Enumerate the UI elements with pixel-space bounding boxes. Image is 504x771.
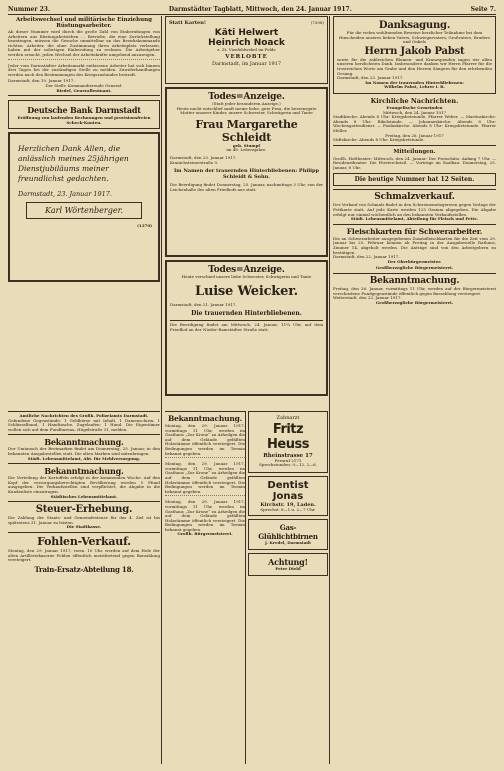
thanks-text: Für die vielen wohltuenden Beweise herzlicher Teilnahme bei dem Hinscheiden unseres lieben Vaters, Schwiegervaters, Großvaters, Bruders und Onkels xyxy=(338,30,491,45)
lower-column-1 xyxy=(8,411,160,764)
deceased-name: Luise Weicker. xyxy=(195,283,298,299)
gas-ad xyxy=(248,519,328,550)
page-number: Seite 7. xyxy=(470,6,496,13)
announcement-text: Freitag, den 26. Januar, vormittags 11 Uhr, werden auf der Bürgermeisterei verschiedene Fundgegenstände öffentlich gegen Barzahlung versteigert. xyxy=(333,286,496,296)
engagement-card xyxy=(165,16,328,84)
auction-text: Montag, den 29. Januar 1917, vormittags 11 Uhr, werden im Gasthaus „Zur Krone“ zu Arheilgen die auf dem Gelände gefällten Holzstämme öffentlich versteigert. Die Bedingungen werden im Termin bekannt gegeben. xyxy=(165,423,245,456)
attention-ad xyxy=(248,553,328,576)
notice-address: Kranichsteinerstraße 9. xyxy=(170,159,219,165)
lard-title: Schmalzverkauf. xyxy=(374,192,455,203)
announcement-sign-2: Städtisches Lebensmittelamt. xyxy=(50,493,118,499)
thanks-sign: Im Namen der trauernden Hinterbliebenen: xyxy=(365,79,464,85)
jubilee-date: Darmstadt, 23. Januar 1917. xyxy=(18,190,112,199)
gas-ad-company: J. Kredel, Darmstadt xyxy=(265,540,311,546)
notice-subtitle: (Statt jeder besonderen Anzeige.) xyxy=(212,101,281,106)
auction-text-repeat: Montag, den 29. Januar 1917, vormittags 11 Uhr, werden im Gasthaus „Zur Krone“ zu Arheilgen die auf dem Gelände gefällten Holzstämme öffentlich versteigert. Die Bedingungen werden im Termin bekannt gegeben. xyxy=(165,461,245,494)
auction-text-repeat-2: Montag, den 29. Januar 1917, vormittags 11 Uhr, werden im Gasthaus „Zur Krone“ zu Arheilgen die auf dem Gelände gefällten Holzstämme öffentlich versteigert. Die Bedingungen werden im Termin bekannt gegeben. xyxy=(165,499,245,532)
lard-sign: Städt. Lebensmittelamt, Abteilung für Fleisch und Fette. xyxy=(350,216,479,222)
dentist-jonas-name: Dentist Jonas xyxy=(267,479,309,502)
auction-sign: Großh. Bürgermeisterei. xyxy=(177,531,233,537)
lower-column-2 xyxy=(165,411,245,764)
tax-sign: Die Stadtkasse. xyxy=(66,524,102,530)
police-text: Gefundene Gegenstände: 1 Geldbörse mit Inhalt, 1 Damenschirm, 1 Schlüsselbund, 1 Handtasche. Zugelaufen: 1 Hund. Die Eigentümer wollen sich auf dem Fundbureau, Hügelstraße 31, melden. xyxy=(8,417,160,432)
column-divider xyxy=(161,16,162,764)
column-divider xyxy=(329,16,330,764)
tax-text: Die Zahlung der Staats- und Gemeindesteuer für das 4. Ziel ist bis spätestens 31. Januar zu leisten. xyxy=(8,515,160,525)
dentist-label: Zahnarzt xyxy=(276,415,300,421)
notices-title: Mitteilungen. xyxy=(393,148,436,155)
jubilee-name: Karl Wörtenberger. xyxy=(44,206,124,216)
bride-name: Käti Helwert xyxy=(214,28,279,38)
church-text-2: Stiftskirche: Abends 8 Uhr: Kriegsbetstunde. xyxy=(333,137,425,143)
column-1 xyxy=(8,16,160,409)
engaged-word: VERLOBTE xyxy=(225,53,268,60)
meat-sign: Der Oberbürgermeister. xyxy=(387,258,442,264)
issue-number: Nummer 23. xyxy=(8,6,51,13)
announcement-title: Bekanntmachung. xyxy=(44,437,124,448)
lard-text: Der Verkauf von Schmalz findet in den Schweinemetzgereien gegen Vorlage der Fettkarte statt. Auf jede Karte werden 125 Gramm abgegeben. Die Abgabe erfolgt nur einmal wöchentlich an den bekannten Verkaufsstellen. xyxy=(333,202,496,217)
foal-sale-title: Fohlen-Verkauf. xyxy=(37,534,131,548)
dentist-hours: Sprechstunden: 9—12, 2—6. xyxy=(259,462,317,468)
meat-place: Darmstadt, den 22. Januar 1917. xyxy=(333,254,400,260)
attention-name: Peter Diehl xyxy=(275,565,301,571)
notice-text: Heute nacht entschlief sanft meine liebe, gute Frau, die herzensgute Mutter unserer Kinder, unsere Schwester, Schwägerin und Tante xyxy=(176,105,317,116)
thanks-place: Darmstadt, den 23. Januar 1917. xyxy=(337,75,404,81)
announcement-place: Weiterstadt, den 22. Januar 1917. xyxy=(333,295,402,301)
church-date: Mittwoch, den 24. Januar 1917 xyxy=(382,109,447,115)
notice-title: Todes=Anzeige. xyxy=(208,265,285,275)
page-header xyxy=(8,4,496,15)
announcement-title-2: Bekanntmachung. xyxy=(44,466,124,477)
dentist-name: Fritz Heuss xyxy=(267,421,309,452)
mourners: Die trauernden Hinterbliebenen. xyxy=(191,310,302,318)
announcement-sign: Großherzogliche Bürgermeisterei. xyxy=(375,299,454,305)
deceased-maiden-name: geb. Stumpf xyxy=(232,142,261,148)
foal-sale-sign: Train-Ersatz-Abteilung 18. xyxy=(34,564,134,574)
page-count-text: Die heutige Nummer hat 12 Seiten. xyxy=(354,176,475,184)
funeral-info: Die Beerdigung findet am Mittwoch, 24. Januar, 11¼ Uhr, auf dem Friedhof an der Nieder-Ramstädter Straße statt. xyxy=(170,322,323,332)
church-text: Stadtkirche: Abends 8 Uhr: Kriegsbetstunde. Pfarrer Weber. — Martinskirche: Abends 8 Uhr: Bibelstunde. — Johanneskirche: Abends 8 Uhr: Wochengottesdienst. — Pauluskirche: Abends 8 Uhr: Kriegsbetstunde. Pfarrer Müller. xyxy=(333,114,496,133)
attention-title: Achtung! xyxy=(268,556,308,567)
auction-title: Bekanntmachung. xyxy=(167,414,243,423)
announcement-text-2: Die Verteilung der Kartoffeln erfolgt in der kommenden Woche. Auf den Kopf der versorgungsberechtigten Bevölkerung werden 5 Pfund ausgegeben. Die Verkaufsstellen sind verpflichtet, die Abgabe in die Kundenliste einzutragen. xyxy=(8,475,160,494)
thanks-title: Danksagung. xyxy=(378,20,451,31)
card-date: Darmstadt, im Januar 1917 xyxy=(211,60,282,67)
church-date-2: Freitag, den 26. Januar 1917 xyxy=(385,132,444,138)
mayor-office: Großherzogliche Bürgermeisterei. xyxy=(375,265,454,271)
signature-box xyxy=(26,202,142,219)
dentist-phone: Fernruf 2171 xyxy=(274,457,302,463)
groom-rank: z. Zt. Vizefeldwebel im Felde xyxy=(217,47,276,52)
announcement-text: Der Umtausch der Brotmarken findet am Donnerstag, 25. Januar, in den bekannten Ausgabestellen statt. Die alten Marken sind mitzubringen. xyxy=(8,446,160,456)
thanks-sign-name: Wilhelm Pabst, Lehrer i. R. xyxy=(384,84,445,90)
card-code: (7308) xyxy=(310,20,324,25)
deceased-name: Frau Margarethe Schleidt xyxy=(195,117,298,144)
deceased-age: im 48. Lebensjahre. xyxy=(226,147,267,153)
column-divider xyxy=(245,411,246,764)
funeral-info: Die Beerdigung findet Donnerstag, 25. Januar, nachmittags 3 Uhr, von der Leichenhalle des alten Friedhofs aus statt. xyxy=(170,182,323,192)
thanks-notice xyxy=(333,16,496,94)
bank-text: Eröffnung von laufenden Rechnungen und provisionsfreien Scheck-Konten. xyxy=(17,115,151,125)
announcement-sign: Städt. Lebensmittelamt, Abt. für Mehlversorgung. xyxy=(27,455,141,461)
column-2 xyxy=(165,16,328,409)
jubilee-thanks-ad xyxy=(8,132,160,282)
article-body-2: Jeder vom Darmstädter Arbeitsmarkt entlassene Arbeiter hat sich binnen drei Tagen bei der zuständigen Stelle zu melden. Zuwiderhandlungen werden nach den Bestimmungen des Kriegszustandes bestraft. xyxy=(8,62,160,77)
article-date: Darmstadt, den 19. Januar 1917. xyxy=(8,78,75,84)
thanks-name: Herrn Jakob Pabst xyxy=(364,45,465,57)
church-subtitle: Evangelische Gemeinden xyxy=(386,104,443,110)
lower-column-3 xyxy=(248,411,328,764)
death-notice-2 xyxy=(165,260,328,396)
bank-title: Deutsche Bank Darmstadt xyxy=(27,105,141,116)
paper-title: Darmstädter Tagblatt, Mittwoch, den 24. Januar 1917. xyxy=(168,6,352,13)
gas-ad-title: Gas-Glühlichtbirnen xyxy=(258,523,318,542)
article-signature: Der Stellv. Kommandierende General: xyxy=(45,82,123,88)
jubilee-thanks-text: Herzlichen Dank Allen, die anlässlich meines 25jährigen Dienstjubiläums meiner freundlichst gedachten. xyxy=(18,144,129,184)
meat-title: Fleischkarten für Schwerarbeiter. xyxy=(346,226,483,236)
death-notice-1 xyxy=(165,87,328,257)
notice-place: Darmstadt, den 21. Januar 1917. xyxy=(170,301,237,307)
dentist-jonas-address: Kirchstr. 19, Laden. xyxy=(260,501,316,508)
page-count-box xyxy=(333,173,496,186)
dentist-jonas-ad xyxy=(248,476,328,517)
dentist-address: Rheinstrasse 17 xyxy=(263,452,313,459)
bank-ad xyxy=(8,100,160,129)
foal-sale-text: Montag, den 29. Januar 1917, vorm. 10 Uhr, werden auf dem Hofe der alten Artilleriekaserne Fohlen öffentlich meistbietend gegen Barzahlung versteigert. xyxy=(8,547,160,563)
dentist-ad xyxy=(248,411,328,473)
notice-place: Darmstadt, den 23. Januar 1917. xyxy=(170,154,237,160)
notices-text: Großh. Hoftheater: Mittwoch, den 24. Januar: Der Freischütz. Anfang 7 Uhr. — Residenztheater: Die Försterchristl. — Vorträge im Saalbau: Donnerstag, 25. Januar, 8 Uhr. xyxy=(333,155,496,170)
ad-code: (1370) xyxy=(137,223,152,229)
church-title: Kirchliche Nachrichten. xyxy=(370,96,459,105)
article-body: Ab dieser Nummer wird durch die große Zahl von Einberufungen von Arbeitern aus Rüstungsbetrieben … Betriebe, die eine Zurückstellung beantragen, müssen die Gesuche unmittelbar an das Bezirkskommando richten. Arbeiter, die ohne Zustimmung ihren Arbeitsplatz verlassen, haben mit der sofortigen Einberufung zu rechnen. Die Arbeitgeber werden ersucht, jeden Wechsel der Arbeitskräfte umgehend anzuzeigen. xyxy=(8,29,160,57)
notice-text: Heute verschied unsere liebe Schwester, Schwägerin und Tante xyxy=(181,274,312,279)
article-title: Arbeitswechsel und militärische Einziehung Rüstungsarbeiter. xyxy=(15,17,153,29)
article-signature-name: Riedel, Generalleutnant. xyxy=(56,87,112,93)
column-3 xyxy=(333,16,496,764)
meat-text: Die an Schwerarbeiter ausgegebenen Zusatzfleischkarten für die Zeit vom 29. Januar bis 25. Februar können ab Freitag in der Ausgabestelle Rathaus, Zimmer 14, abgeholt werden. Die Anträge sind von den Arbeitgebern zu bestätigen. xyxy=(333,235,496,255)
groom-name: Heinrich Noack xyxy=(208,38,285,48)
announcement-title: Bekanntmachung. xyxy=(369,276,460,286)
police-title: Amtliche Nachrichten des Großh. Polizeiamts Darmstadt. xyxy=(19,413,149,418)
dentist-jonas-hours: Sprechst. 8—1 u. 2—7 Uhr. xyxy=(260,506,316,512)
mourners: Im Namen der trauernden Hinterbliebenen: Philipp Schleidt & Sohn. xyxy=(173,168,320,181)
card-label: Statt Karten! xyxy=(169,20,207,26)
tax-title: Steuer-Erhebung. xyxy=(35,504,133,516)
thanks-text-2: sowie für die zahlreichen Blumen- und Kranzspenden sagen wir allen unseren herzlichsten Dank. Insbesondere danken wir Herrn Pfarrer für die trostreichen Worte am Grabe und den Herren Sängern für den erhebenden Gesang. xyxy=(337,56,492,76)
notice-title: Todes=Anzeige. xyxy=(208,92,285,102)
